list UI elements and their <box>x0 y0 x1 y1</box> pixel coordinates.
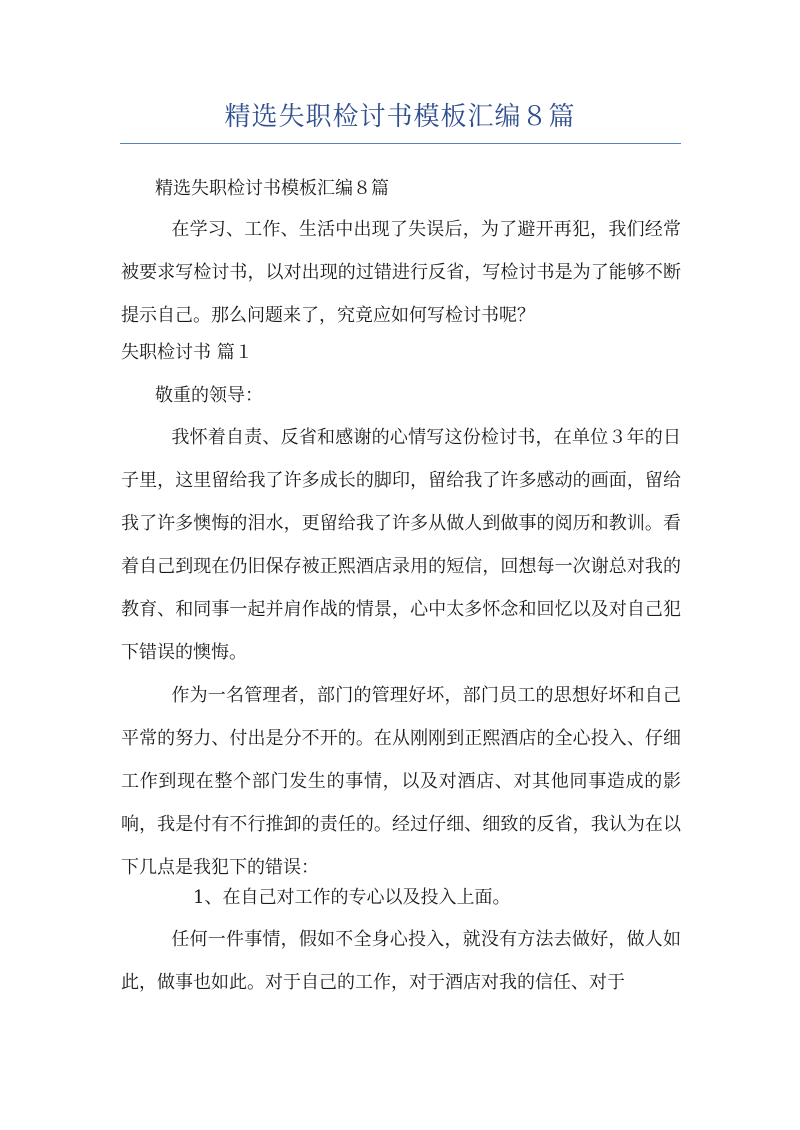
numbered-point-1: 1、在自己对工作的专心以及投入上面。 <box>193 887 511 908</box>
body-paragraph-1: 我怀着自责、反省和感谢的心情写这份检讨书，在单位３年的日子里，这里留给我了许多成长的脚印，留给我了许多感动的画面，留给我了许多懊悔的泪水，更留给我了许多从做人到做事的阅历和教训。看着自己到现在仍旧保存被正熙酒店录用的短信，回想每一次谢总对我的教育、和同事一起并肩作战的情景，心中太多怀念和回忆以及对自己犯下错误的懊悔。 <box>121 427 681 663</box>
intro-paragraph: 在学习、工作、生活中出现了失误后，为了避开再犯，我们经常被要求写检讨书，以对出现的过错进行反省，写检讨书是为了能够不断提示自己。那么问题来了，究竟应如何写检讨书呢？ <box>121 219 681 326</box>
document-subtitle: 精选失职检讨书模板汇编８篇 <box>155 178 389 199</box>
section-heading: 失职检讨书 篇１ <box>121 342 253 363</box>
title-divider <box>120 143 681 144</box>
body-paragraph-2: 作为一名管理者，部门的管理好坏，部门员工的思想好坏和自己平常的努力、付出是分不开的。在从刚刚到正熙酒店的全心投入、仔细工作到现在整个部门发生的事情，以及对酒店、对其他同事造成的影响，我是付有不行推卸的责任的。经过仔细、细致的反省，我认为在以下几点是我犯下的错误： <box>121 685 681 878</box>
salutation: 敬重的领导： <box>155 385 263 406</box>
document-title: 精选失职检讨书模板汇编８篇 <box>224 102 576 132</box>
body-paragraph-3: 任何一件事情，假如不全身心投入，就没有方法去做好，做人如此，做事也如此。对于自己的工作，对于酒店对我的信任、对于 <box>121 929 681 993</box>
